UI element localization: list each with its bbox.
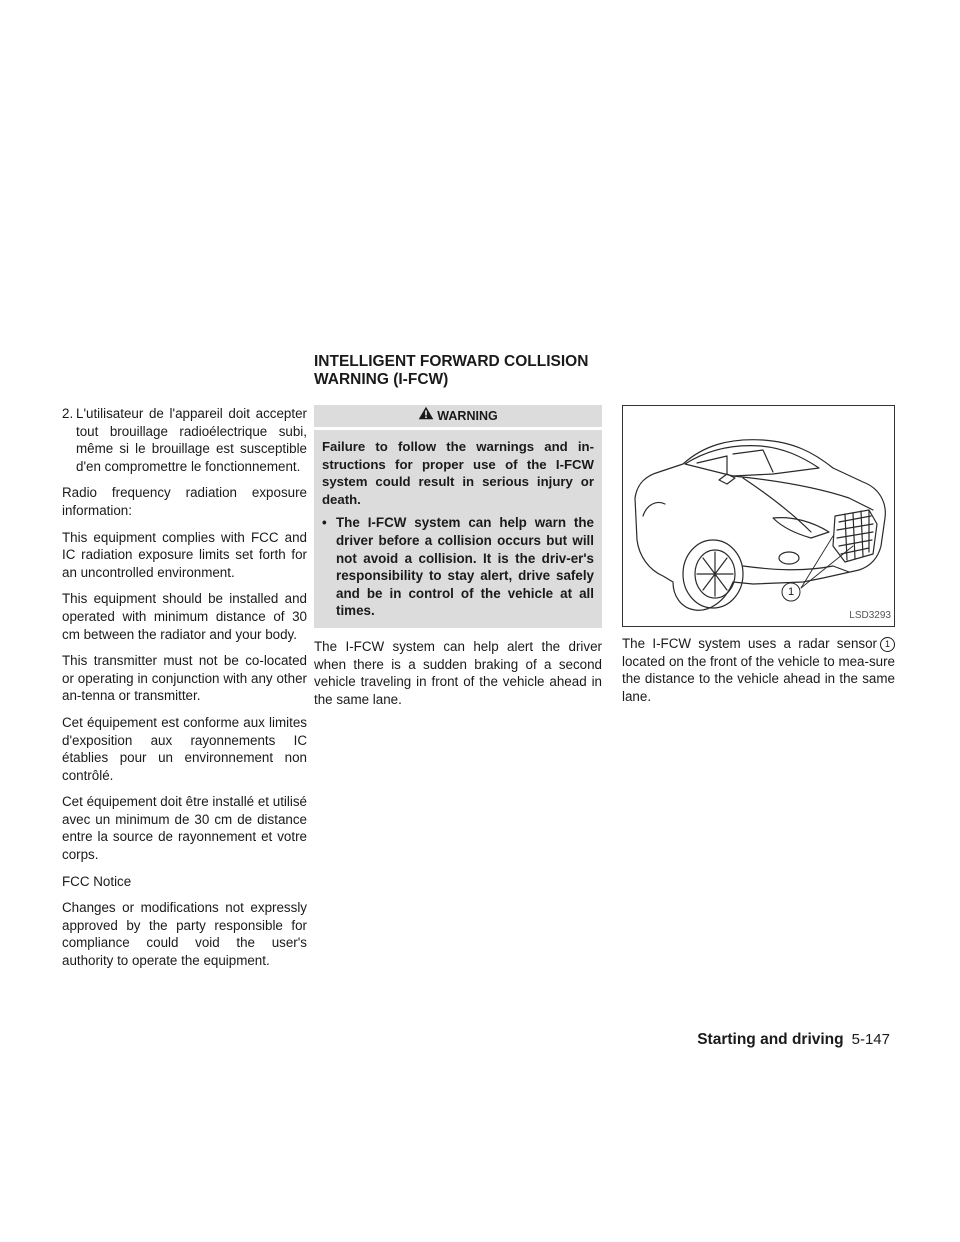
vehicle-figure: [622, 405, 895, 627]
paragraph-radio-frequency: Radio frequency radiation exposure information:: [62, 485, 307, 518]
section-heading-line-1: INTELLIGENT FORWARD COLLISION: [314, 353, 589, 370]
paragraph-ic-conforme: Cet équipement est conforme aux limites d'exposition aux rayonnements IC établies pour un environnement non contrôlé.: [62, 714, 307, 783]
page-footer: [697, 1031, 890, 1049]
radar-text-before: The I-FCW system uses a radar sensor: [622, 636, 877, 651]
warning-triangle-icon: [418, 405, 434, 427]
warning-title: WARNING: [437, 409, 498, 423]
bullet-mark: •: [322, 515, 327, 531]
paragraph-ifcw-alert: The I-FCW system can help alert the driver when there is a sudden braking of a second vehicle traveling in front of the vehicle ahead in the same lane.: [314, 638, 602, 707]
right-column: [622, 405, 895, 714]
list-item: [62, 405, 307, 475]
callout-marker: 1: [880, 637, 895, 652]
warning-header: [314, 405, 602, 430]
list-item-number: 2.: [62, 406, 74, 421]
section-heading: [314, 353, 614, 389]
middle-column: [314, 405, 602, 717]
paragraph-fcc-ic-limits: This equipment complies with FCC and IC radiation exposure limits set forth for an uncontrolled environment.: [62, 529, 307, 580]
warning-box: [314, 405, 602, 628]
paragraph-ic-distance: Cet équipement doit être installé et utilisé avec un minimum de 30 cm de distance entre la source de rayonnement et votre corps.: [62, 794, 307, 863]
paragraph-radar-sensor: [622, 635, 895, 705]
radar-text-after: located on the front of the vehicle to mea-sure the distance to the vehicle ahead in the same lane.: [622, 653, 895, 704]
list-item-text: L'utilisateur de l'appareil doit accepter tout brouillage radioélectrique subi, même si le brouillage est susceptible d'en compromettre le fonctionnement.: [76, 406, 307, 474]
page-number: 5-147: [851, 1031, 890, 1048]
paragraph-fcc-notice: FCC Notice: [62, 873, 132, 889]
paragraph-co-location: This transmitter must not be co-located or operating in conjunction with any other an-tenna or transmitter.: [62, 653, 307, 704]
footer-section-title: Starting and driving: [697, 1031, 844, 1048]
left-column: [62, 405, 307, 979]
section-heading-line-2: WARNING (I-FCW): [314, 371, 449, 388]
warning-intro: Failure to follow the warnings and in-structions for proper use of the I-FCW system could result in serious injury or death.: [322, 439, 594, 507]
figure-code: LSD3293: [849, 610, 891, 622]
vehicle-illustration: [623, 406, 894, 626]
paragraph-changes: Changes or modifications not expressly approved by the party responsible for compliance could void the user's authority to operate the equipment.: [62, 900, 307, 969]
warning-bullet: [322, 514, 594, 620]
callout-number: 1: [787, 586, 795, 598]
warning-bullet-text: The I-FCW system can help warn the driver before a collision occurs but will not avoid a collision. It is the driv-er's responsibility to stay alert, drive safely and be in control of the vehicle at all times.: [336, 515, 594, 619]
paragraph-install-distance: This equipment should be installed and operated with minimum distance of 30 cm between the radiator and your body.: [62, 591, 307, 642]
